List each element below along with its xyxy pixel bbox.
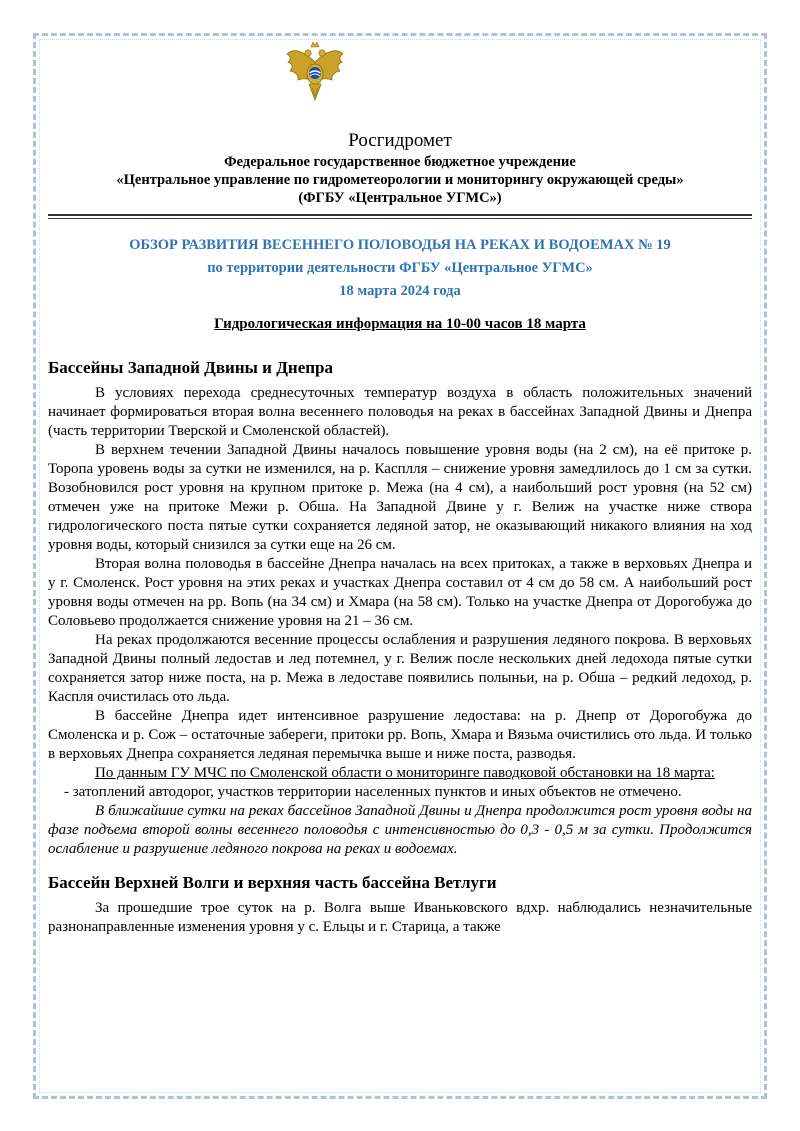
- org-name-line2: «Центральное управление по гидрометеорологии и мониторингу окружающей среды»: [116, 172, 684, 188]
- emergency-status: - затоплений автодорог, участков территории населенных пунктов и иных объектов не отмечено.: [64, 784, 682, 800]
- paragraph: На реках продолжаются весенние процессы ослабления и разрушения ледяного покрова. В верховьях Западной Двины полный ледостав и лед потемнел, у г. Велиж после нескольких дней ледохода пятые сутки сохраняется затор ниже поста, на р. Межа в ледоставе появились полыньи, на р. Обша – редкий ледоход, р. Каспля очистилась ото льда.: [48, 632, 752, 705]
- eagle-emblem-icon: [285, 40, 345, 106]
- org-name-line3: (ФГБУ «Центральное УГМС»): [298, 190, 502, 206]
- report-body: [48, 358, 752, 937]
- report-subtitle: Гидрологическая информация на 10-00 часов 18 марта: [214, 316, 586, 332]
- forecast-paragraph: В ближайшие сутки на реках бассейнов Западной Двины и Днепра продолжится рост уровня воды на фазе подъема второй волны весеннего половодья с интенсивностью до 0,3 - 0,5 м за сутки. Продолжится ослабление и разрушение ледяного покрова на реках и водоемах.: [48, 803, 752, 857]
- org-name-line1: Федеральное государственное бюджетное учреждение: [224, 154, 576, 170]
- section-heading-volga: Бассейн Верхней Волги и верхняя часть бассейна Ветлуги: [48, 873, 497, 892]
- paragraph: За прошедшие трое суток на р. Волга выше Иваньковского вдхр. наблюдались незначительные разнонаправленные изменения уровня у с. Ельцы и г. Старица, а также: [48, 900, 752, 935]
- report-title: ОБЗОР РАЗВИТИЯ ВЕСЕННЕГО ПОЛОВОДЬЯ НА РЕКАХ И ВОДОЕМАХ № 19: [129, 237, 671, 253]
- paragraph: Вторая волна половодья в бассейне Днепра началась на всех притоках, а также в верховьях Днепра и у г. Смоленск. Рост уровня на этих реках и участках Днепра составил от 4 см до 58 см. А наибольший рост уровня воды отмечен на рр. Вопь (на 34 см) и Хмара (на 58 см). Только на участке Днепра от Дорогобужа до Соловьево продолжается снижение уровня на 21 – 36 см.: [48, 556, 752, 629]
- emergency-source-text: По данным ГУ МЧС по Смоленской области о мониторинге паводковой обстановки на 18 марта:: [95, 765, 715, 781]
- paragraph: В условиях перехода среднесуточных температур воздуха в область положительных значений начинает формироваться вторая волна весеннего половодья на реках в бассейнах Западной Двины и Днепра (часть территории Тверской и Смоленской областей).: [48, 385, 752, 439]
- section-heading-dvina-dnieper: Бассейны Западной Двины и Днепра: [48, 358, 333, 377]
- header-divider-thin: [48, 218, 752, 219]
- header-divider: [48, 214, 752, 216]
- report-date: 18 марта 2024 года: [339, 283, 461, 299]
- emergency-source-note: [48, 764, 752, 783]
- paragraph: В бассейне Днепра идет интенсивное разрушение ледостава: на р. Днепр от Дорогобужа до Смоленска и р. Сож – остаточные забереги, притоки рр. Вопь, Хмара и Вязьма очистились ото льда. И только в верховьях Днепра сохраняется ледяная перемычка выше и ниже поста, разводья.: [48, 708, 752, 762]
- paragraph: В верхнем течении Западной Двины началось повышение уровня воды (на 2 см), на её притоке р. Торопа уровень воды за сутки не изменился, на р. Касплля – снижение уровня замедлилось до 1 см за сутки. Возобновился рост уровня на крупном притоке р. Межа (на 4 см), а наибольший рост уровня (на 52 см) отмечен уже на притоке Межи р. Обша. На Западной Двине у г. Велиж на участке ниже створа гидрологического поста пятые сутки сохраняется ледяной затор, не оказывающий никакого влияния на ход уровня воды, который снизился за сутки еще на 26 см.: [48, 442, 752, 553]
- agency-name: Росгидромет: [348, 130, 452, 151]
- report-territory: по территории деятельности ФГБУ «Центральное УГМС»: [207, 260, 593, 276]
